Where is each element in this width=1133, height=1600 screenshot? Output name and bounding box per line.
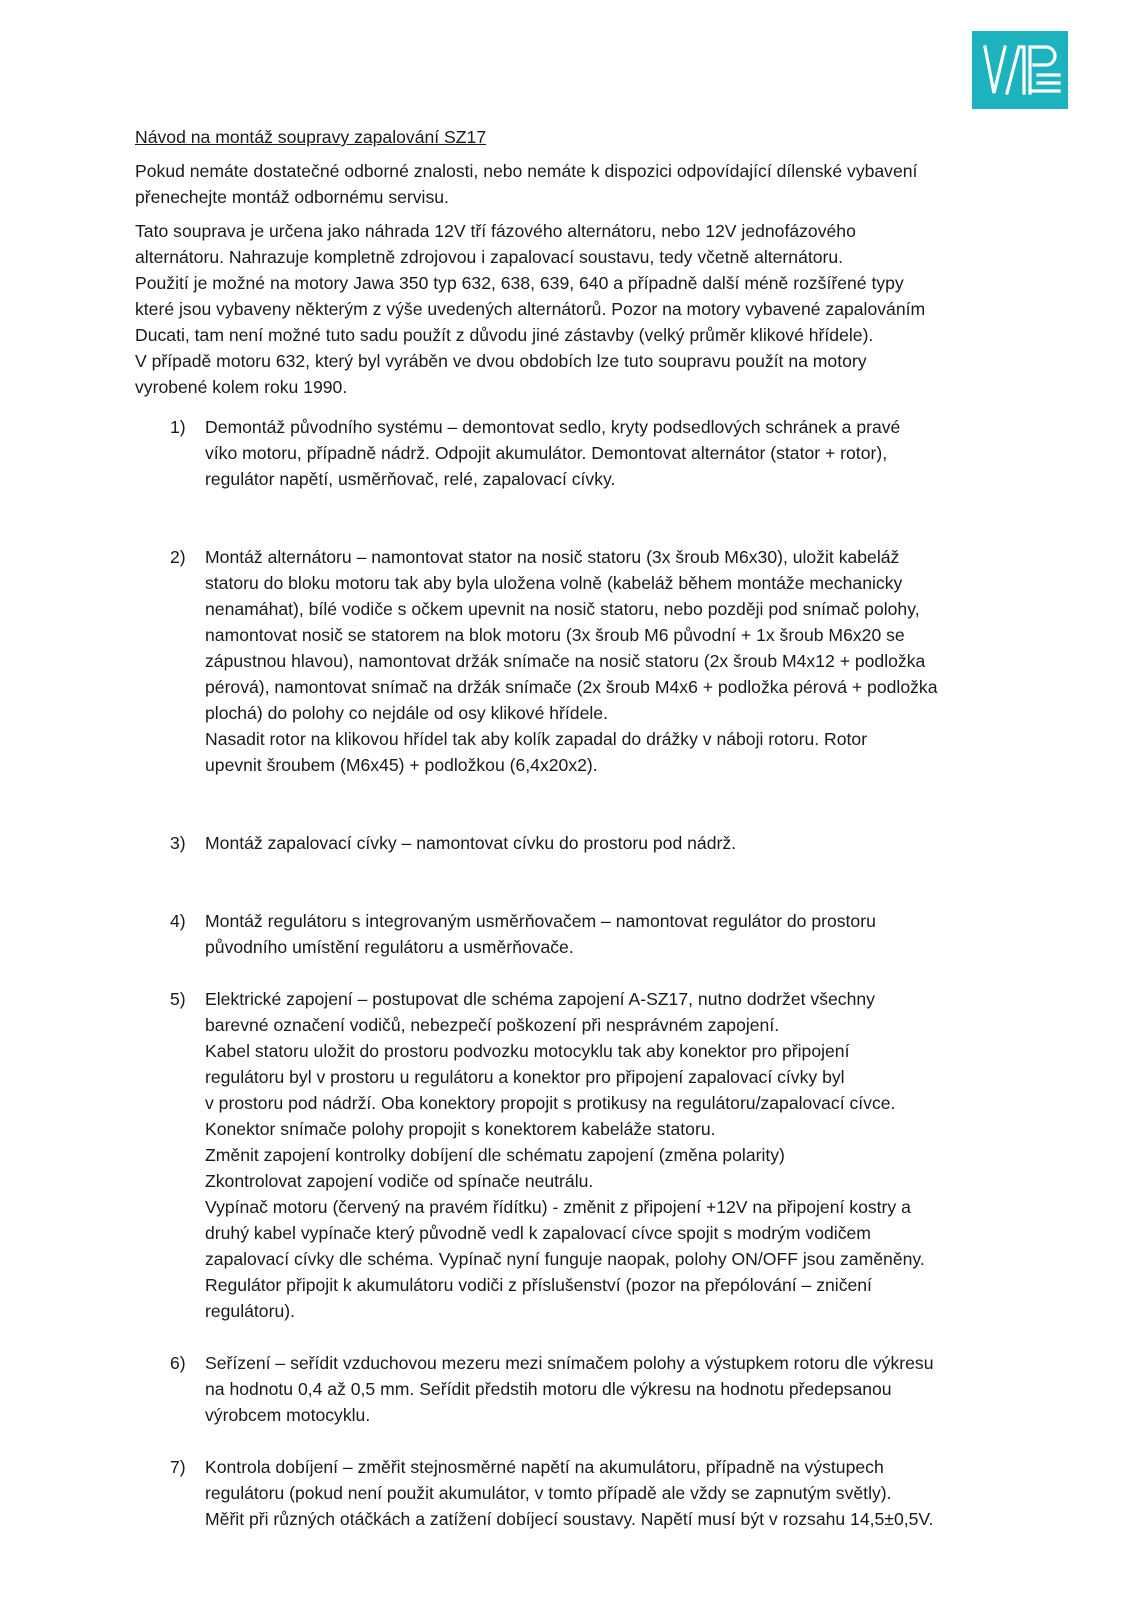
- paragraph-line: Použití je možné na motory Jawa 350 typ 632, 638, 639, 640 a případně další méně rozšířené typy: [135, 273, 904, 293]
- step-line: druhý kabel vypínače který původně vedl k zapalovací cívce spojit s modrým vodičem: [205, 1223, 871, 1243]
- step-number: 3): [170, 833, 186, 853]
- step-item: [135, 544, 1015, 778]
- step-line: statoru do bloku motoru tak aby byla uložena volně (kabeláž během montáže mechanicky: [205, 573, 903, 593]
- step-line: původního umístění regulátoru a usměrňovače.: [205, 937, 574, 957]
- step-line: upevnit šroubem (M6x45) + podložkou (6,4x20x2).: [205, 755, 598, 775]
- paragraph-line: přenechejte montáž odbornému servisu.: [135, 187, 449, 207]
- paragraph-line: V případě motoru 632, který byl vyráběn ve dvou obdobích lze tuto soupravu použít na motory: [135, 351, 867, 371]
- step-line: barevné označení vodičů, nebezpečí poškození při nesprávném zapojení.: [205, 1015, 780, 1035]
- step-line: regulátoru).: [205, 1301, 295, 1321]
- step-line: regulátor napětí, usměrňovač, relé, zapalovací cívky.: [205, 469, 616, 489]
- step-line: Konektor snímače polohy propojit s konektorem kabeláže statoru.: [205, 1119, 716, 1139]
- step-line: pérová), namontovat snímač na držák snímače (2x šroub M4x6 + podložka pérová + podložka: [205, 677, 938, 697]
- step-line: nenamáhat), bílé vodiče s očkem upevnit na nosič statoru, nebo později pod snímač polohy,: [205, 599, 920, 619]
- step-number: 5): [170, 989, 186, 1009]
- step-line: zapalovací cívky dle schéma. Vypínač nyní funguje naopak, polohy ON/OFF jsou zaměněny.: [205, 1249, 925, 1269]
- step-line: výrobcem motocyklu.: [205, 1405, 371, 1425]
- step-line: Kontrola dobíjení – změřit stejnosměrné napětí na akumulátoru, případně na výstupech: [205, 1457, 884, 1477]
- step-item: [135, 1454, 1015, 1532]
- document-title: Návod na montáž soupravy zapalování SZ17: [135, 127, 487, 147]
- step-number: 4): [170, 911, 186, 931]
- document-body: [135, 124, 1015, 1532]
- step-line: Kabel statoru uložit do prostoru podvozku motocyklu tak aby konektor pro připojení: [205, 1041, 850, 1061]
- step-line: Vypínač motoru (červený na pravém řídítku) - změnit z připojení +12V na připojení kostry a: [205, 1197, 911, 1217]
- step-line: na hodnotu 0,4 až 0,5 mm. Seřídit předstih motoru dle výkresu na hodnotu předepsanou: [205, 1379, 892, 1399]
- paragraph-line: Pokud nemáte dostatečné odborné znalosti, nebo nemáte k dispozici odpovídající dílenské vybavení: [135, 161, 918, 181]
- vape-logo: [972, 31, 1068, 109]
- step-line: Elektrické zapojení – postupovat dle schéma zapojení A-SZ17, nutno dodržet všechny: [205, 989, 875, 1009]
- step-item: [135, 830, 1015, 856]
- step-item: [135, 908, 1015, 960]
- step-number: 2): [170, 547, 186, 567]
- step-number: 6): [170, 1353, 186, 1373]
- step-line: Seřízení – seřídit vzduchovou mezeru mezi snímačem polohy a výstupkem rotoru dle výkresu: [205, 1353, 934, 1373]
- step-line: Montáž regulátoru s integrovaným usměrňovačem – namontovat regulátor do prostoru: [205, 911, 876, 931]
- intro-paragraphs: [135, 158, 1015, 400]
- step-line: Montáž zapalovací cívky – namontovat cívku do prostoru pod nádrž.: [205, 833, 737, 853]
- step-line: Změnit zapojení kontrolky dobíjení dle schématu zapojení (změna polarity): [205, 1145, 785, 1165]
- step-line: Montáž alternátoru – namontovat stator na nosič statoru (3x šroub M6x30), uložit kabeláž: [205, 547, 900, 567]
- step-item: [135, 414, 1015, 492]
- vape-logo-mark: [972, 31, 1068, 109]
- intro-paragraph: [135, 218, 1015, 400]
- step-line: regulátoru byl v prostoru u regulátoru a konektor pro připojení zapalovací cívky byl: [205, 1067, 845, 1087]
- installation-steps: [135, 414, 1015, 1532]
- paragraph-line: alternátoru. Nahrazuje kompletně zdrojovou i zapalovací soustavu, tedy včetně alternátoru.: [135, 247, 844, 267]
- paragraph-line: vyrobené kolem roku 1990.: [135, 377, 348, 397]
- step-line: zápustnou hlavou), namontovat držák snímače na nosič statoru (2x šroub M4x12 + podložka: [205, 651, 926, 671]
- step-line: plochá) do polohy co nejdále od osy klikové hřídele.: [205, 703, 608, 723]
- step-line: Demontáž původního systému – demontovat sedlo, kryty podsedlových schránek a pravé: [205, 417, 901, 437]
- intro-paragraph: [135, 158, 1015, 210]
- step-line: Měřit při různých otáčkách a zatížení dobíjecí soustavy. Napětí musí být v rozsahu 14,5±0,5V.: [205, 1509, 934, 1529]
- step-line: namontovat nosič se statorem na blok motoru (3x šroub M6 původní + 1x šroub M6x20 se: [205, 625, 905, 645]
- step-line: Regulátor připojit k akumulátoru vodiči z příslušenství (pozor na přepólování – zničení: [205, 1275, 872, 1295]
- step-line: Zkontrolovat zapojení vodiče od spínače neutrálu.: [205, 1171, 594, 1191]
- paragraph-line: Ducati, tam není možné tuto sadu použít z důvodu jiné zástavby (velký průměr klikové hřídele).: [135, 325, 874, 345]
- paragraph-line: Tato souprava je určena jako náhrada 12V tří fázového alternátoru, nebo 12V jednofázového: [135, 221, 856, 241]
- paragraph-line: které jsou vybaveny některým z výše uvedených alternátorů. Pozor na motory vybavené zapalováním: [135, 299, 926, 319]
- step-line: Nasadit rotor na klikovou hřídel tak aby kolík zapadal do drážky v náboji rotoru. Rotor: [205, 729, 868, 749]
- step-line: regulátoru (pokud není použit akumulátor, v tomto případě ale vždy se zapnutým světly).: [205, 1483, 892, 1503]
- step-item: [135, 986, 1015, 1324]
- step-line: víko motoru, případně nádrž. Odpojit akumulátor. Demontovat alternátor (stator + rotor),: [205, 443, 888, 463]
- step-number: 1): [170, 417, 186, 437]
- step-number: 7): [170, 1457, 186, 1477]
- step-line: v prostoru pod nádrží. Oba konektory propojit s protikusy na regulátoru/zapalovací cívce.: [205, 1093, 896, 1113]
- step-item: [135, 1350, 1015, 1428]
